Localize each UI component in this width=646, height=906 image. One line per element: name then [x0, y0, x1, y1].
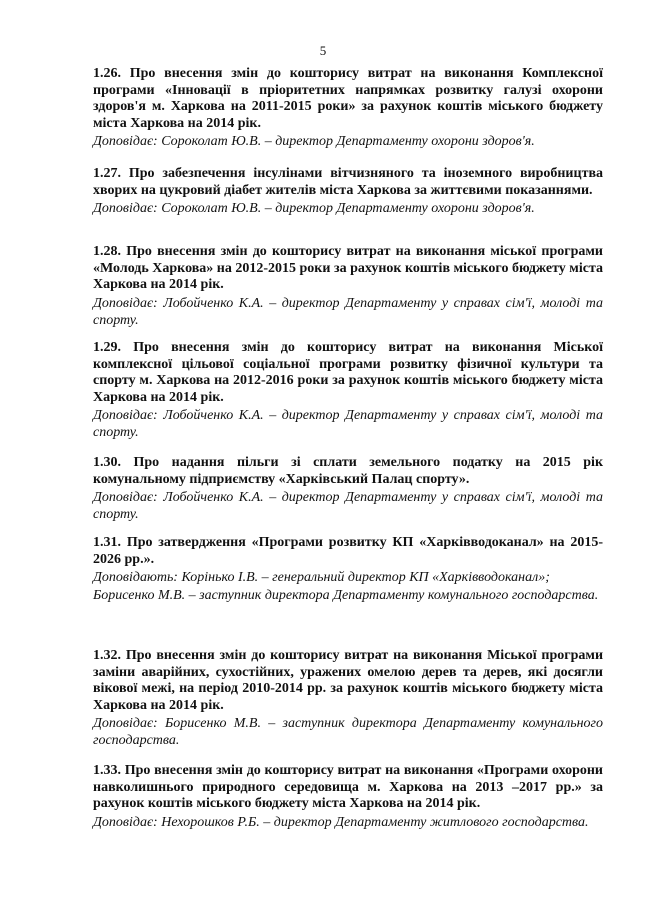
- agenda-item-1-28: [93, 244, 603, 329]
- agenda-item-1-26: [93, 66, 603, 150]
- item-title-text: Про внесення змін до кошторису витрат на виконання «Програми охорони навколишнього природного середовища м. Харкова на 2013 –2017 рр.» за рахунок коштів міського бюджету міста Харкова на 2014 рік.: [93, 763, 604, 811]
- item-number: 1.31.: [93, 535, 121, 550]
- agenda-item-title: [93, 66, 603, 132]
- item-number: 1.32.: [93, 648, 121, 663]
- item-number: 1.30.: [93, 455, 121, 470]
- agenda-item-title: [93, 455, 603, 488]
- page-number: 5: [319, 43, 327, 58]
- agenda-item-1-32: [93, 648, 603, 749]
- item-number: 1.26.: [93, 66, 121, 81]
- speaker-line: Доповідають: Корінько І.В. – генеральний директор КП «Харківводоканал»;: [93, 570, 550, 585]
- speaker-line: Доповідає: Нехорошков Р.Б. – директор Департаменту житлового господарства.: [93, 814, 589, 830]
- speaker-line: Доповідає: Лобойченко К.А. – директор Департаменту у справах сім'ї, молоді та спорту.: [93, 490, 603, 522]
- agenda-item-title: [93, 763, 603, 813]
- item-title-text: Про внесення змін до кошторису витрат на виконання міської програми «Молодь Харкова» на 2012-2015 роки за рахунок коштів міського бюджету міста Харкова на 2014 рік.: [93, 244, 603, 292]
- agenda-item-title: [93, 244, 603, 294]
- agenda-item-1-29: [93, 340, 603, 441]
- speaker-line: Доповідає: Сороколат Ю.В. – директор Департаменту охорони здоров'я.: [93, 134, 535, 149]
- item-title-text: Про затвердження «Програми розвитку КП «Харківводоканал» на 2015-2026 рр.».: [93, 535, 604, 567]
- agenda-item-1-31: [93, 535, 603, 604]
- item-number: 1.33.: [93, 763, 121, 778]
- item-title-text: Про внесення змін до кошторису витрат на виконання Міської програми заміни аварійних, сухостійних, уражених омелою дерев та дерев, які досягли вікової межі, на період 2010-2014 рр. за рахунок коштів міського бюджету міста Харкова на 2014 рік.: [93, 648, 604, 713]
- speaker-line: Доповідає: Лобойченко К.А. – директор Департаменту у справах сім'ї, молоді та спорту.: [93, 295, 603, 328]
- agenda-item-1-27: [93, 166, 603, 217]
- item-number: 1.29.: [93, 340, 121, 355]
- speaker-line: Доповідає: Лобойченко К.А. – директор Департаменту у справах сім'ї, молоді та спорту.: [93, 408, 603, 440]
- item-title-text: Про забезпечення інсулінами вітчизняного та іноземного виробництва хворих на цукровий діабет жителів міста Харкова за життєвими показаннями.: [93, 166, 604, 198]
- agenda-item-title: [93, 340, 603, 406]
- item-title-text: Про внесення змін до кошторису витрат на виконання Міської комплексної цільової соціальної програми розвитку фізичної культури та спорту м. Харкова на 2012-2016 роки за рахунок коштів міського бюджету міста Харкова на 2014 рік.: [93, 340, 604, 405]
- item-title-text: Про надання пільги зі сплати земельного податку на 2015 рік комунальному підприємству «Харківський Палац спорту».: [93, 455, 604, 487]
- agenda-item-title: [93, 535, 603, 568]
- item-number: 1.27.: [93, 166, 121, 181]
- speaker-line: Доповідає: Борисенко М.В. – заступник директора Департаменту комунального господарства.: [93, 716, 603, 748]
- item-number: 1.28.: [93, 244, 121, 259]
- agenda-item-title: [93, 648, 603, 714]
- speaker-line-second: Борисенко М.В. – заступник директора Департаменту комунального господарства.: [93, 588, 599, 603]
- speaker-line: Доповідає: Сороколат Ю.В. – директор Департаменту охорони здоров'я.: [93, 201, 535, 216]
- agenda-item-title: [93, 166, 603, 199]
- agenda-item-1-30: [93, 455, 603, 523]
- item-title-text: Про внесення змін до кошторису витрат на виконання Комплексної програми «Інновації в пріоритетних напрямках розвитку галузі охорони здоров'я м. Харкова на 2011-2015 роки» за рахунок коштів міського бюджету міста Харкова на 2014 рік.: [93, 66, 604, 131]
- agenda-item-1-33: [93, 763, 603, 831]
